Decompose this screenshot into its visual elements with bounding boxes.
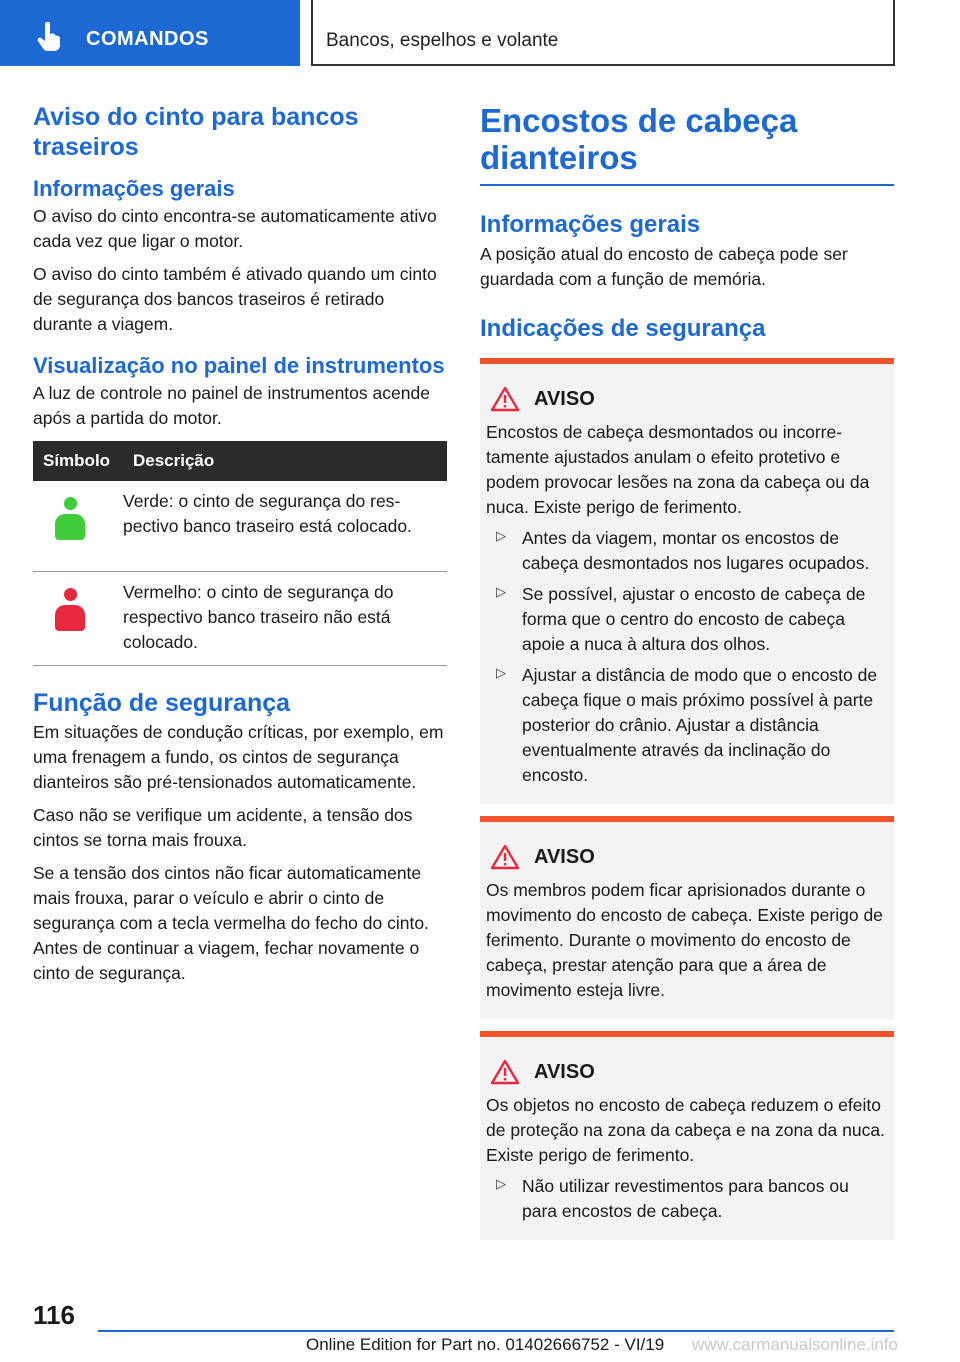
watermark: www.carmanualsonline.info [692,1335,898,1354]
bullet-triangle-icon: ▷ [496,1176,506,1191]
person-green-icon [53,497,87,541]
warning-text: Os objetos no encosto de cabeça reduzem o efeito de proteção na zona da cabeça e na zona da nuca. Existe perigo de ferimento. [486,1095,885,1165]
footer-rule [98,1330,894,1332]
header-box-edge [893,0,895,66]
page-number: 116 [33,1300,75,1330]
column-header-symbol: Símbolo [33,441,123,481]
list-item [486,526,888,576]
paragraph: Se a tensão dos cintos não ficar automaticamente mais frouxa, parar o veículo e abrir o cinto de segurança com a tecla vermelha do fecho do cinto. Antes de continuar a viagem, fechar novamente o cinto de segurança. [33,862,429,983]
warning-triangle-icon [490,386,520,412]
general-info-heading: Informações gerais [33,176,235,201]
column-header-description: Descrição [123,441,447,481]
symbol-cell [33,481,123,571]
description-cell: Vermelho: o cinto de segurança do respectivo banco traseiro não está colocado. [123,571,447,665]
bullet-triangle-icon: ▷ [496,528,506,543]
symbol-table [33,441,447,666]
table-row [33,571,447,665]
list-item [486,1174,888,1224]
bullet-triangle-icon: ▷ [496,665,506,680]
hand-pointer-icon [36,22,64,52]
warning-label: AVISO [534,387,595,410]
warning-header [486,384,888,414]
right-column [480,102,894,1240]
warning-box [480,358,894,804]
list-item [486,663,888,788]
seatbelt-reminder-heading: Aviso do cinto para bancos traseiros [33,103,359,161]
list-item-text: Se possível, ajustar o encosto de cabeça de forma que o centro do encosto de cabeça apoie a nuca à altura dos olhos. [522,584,866,654]
list-item-text: Ajustar a distância de modo que o encosto de cabeça fique o mais próximo possível à parte posterior do crânio. Ajustar a distância eventualmente através da inclinação do encosto. [522,665,878,785]
paragraph: A luz de controle no painel de instrumentos acende após a partida do motor. [33,383,430,428]
warning-header [486,1057,888,1087]
list-item [486,582,888,657]
title-rule [480,184,894,186]
warning-header [486,842,888,872]
left-column [33,102,447,986]
bullet-triangle-icon: ▷ [496,584,506,599]
person-red-icon [53,588,87,632]
warning-text: Os membros podem ficar aprisionados durante o movimento do encosto de cabeça. Existe perigo de ferimento. Durante o movimento do encosto de cabeça, prestar atenção para que a área de movimento esteja livre. [486,880,883,1000]
edition-note: Online Edition for Part no. 01402666752 - VI/19 [306,1335,665,1354]
table-header-row [33,441,447,481]
symbol-cell [33,571,123,665]
warning-triangle-icon [490,1059,520,1085]
warning-box [480,1031,894,1240]
list-item-text: Antes da viagem, montar os encostos de cabeça desmontados nos lugares ocupados. [522,528,870,573]
warning-text: Encostos de cabeça desmontados ou incorretamente ajustados anulam o efeito protetivo e podem provocar lesões na zona da cabeça ou da nuca. Existe perigo de ferimento. [486,422,870,517]
paragraph: Caso não se verifique um acidente, a tensão dos cintos se torna mais frouxa. [33,804,413,850]
general-info-heading: Informações gerais [480,211,701,238]
list-item-text: Não utilizar revestimentos para bancos ou para encostos de cabeça. [522,1176,849,1221]
safety-function-heading: Função de segurança [33,688,291,717]
safety-notes-heading: Indicações de segurança [480,315,766,342]
warning-label: AVISO [534,845,595,868]
instrument-display-heading: Visualização no painel de instrumentos [33,353,445,378]
table-row [33,481,447,571]
warning-label: AVISO [534,1060,595,1083]
paragraph: O aviso do cinto encontra-se automaticamente ativo cada vez que ligar o motor. [33,206,437,251]
page-header [0,0,960,66]
chapter-tab [0,0,300,66]
header-box-bottom [311,64,895,66]
paragraph: O aviso do cinto também é ativado quando um cinto de segurança dos bancos traseiros é retirado durante a viagem. [33,264,437,334]
chapter-label: COMANDOS [86,28,209,50]
paragraph: A posição atual do encosto de cabeça pode ser guardada com a função de memória. [480,244,848,289]
headrests-heading: Encostos de cabeça dianteiros [480,102,798,176]
warning-triangle-icon [490,844,520,870]
description-cell: Verde: o cinto de segurança do respectivo banco traseiro está colocado. [123,481,447,571]
header-divider [311,0,313,66]
section-title: Bancos, espelhos e volante [326,30,559,51]
paragraph: Em situações de condução críticas, por exemplo, em uma frenagem a fundo, os cintos de segurança dianteiros são pré-tensionados automaticamente. [33,721,444,792]
warning-box [480,816,894,1019]
